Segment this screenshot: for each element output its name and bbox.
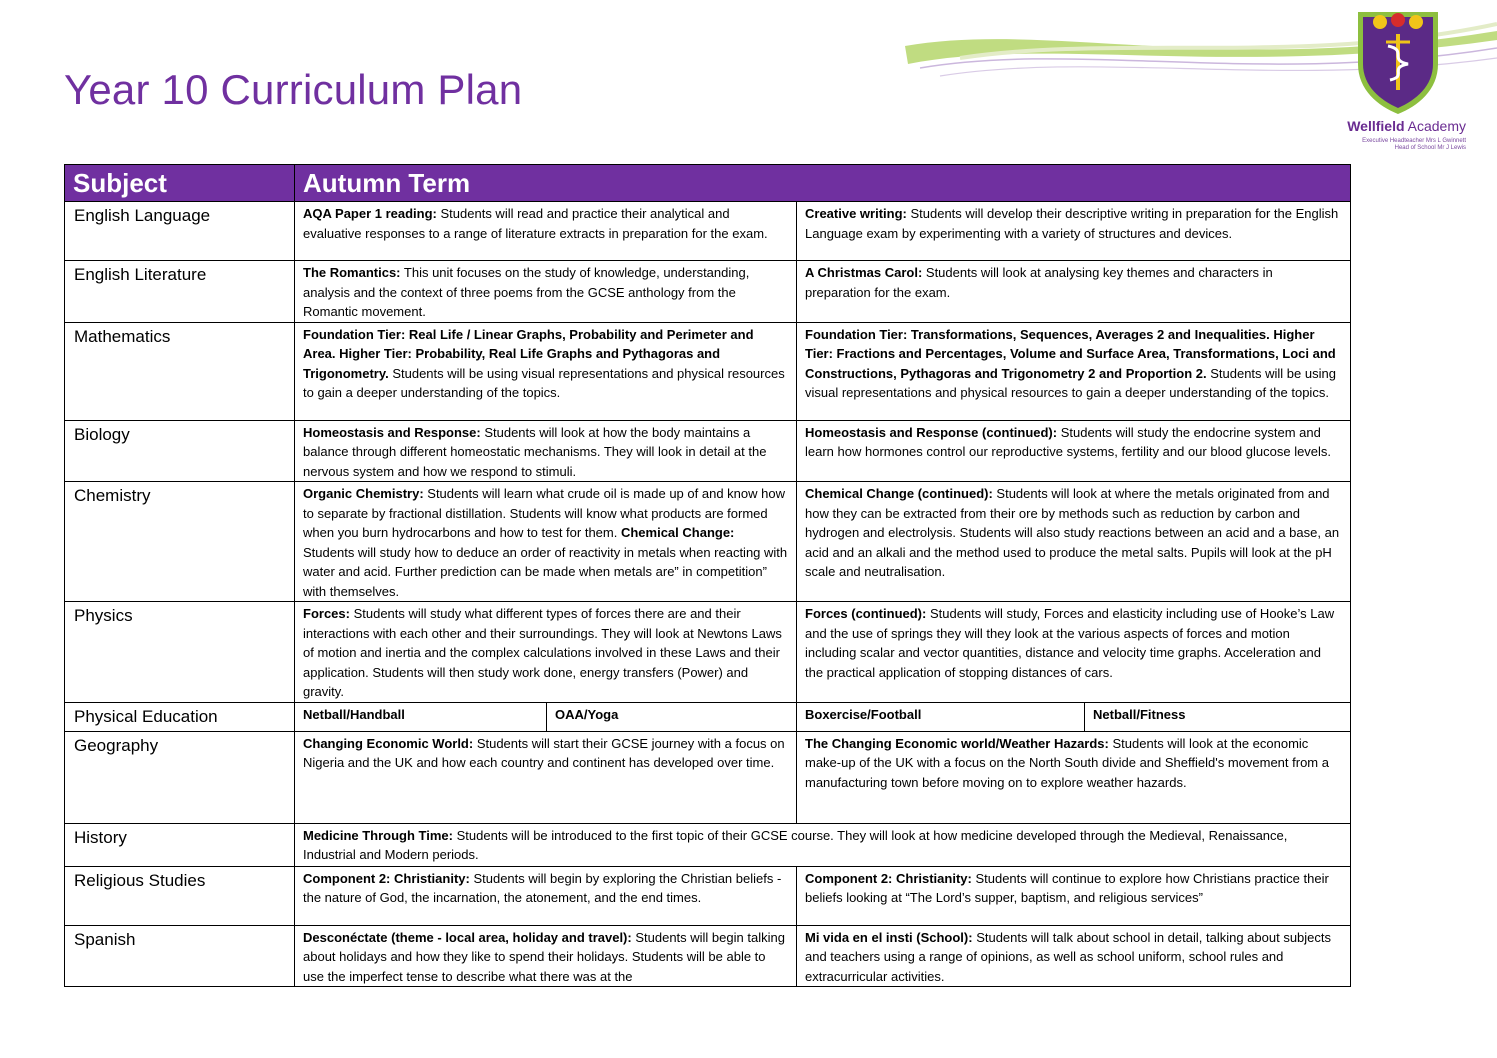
- term-cell: Desconéctate (theme - local area, holiday and travel): Students will begin talking about holidays and how they like to spend their holidays. Students will be able to use the imperfect tense to describe what there was at the: [295, 925, 797, 987]
- term-cell: Forces (continued): Students will study, Forces and elasticity including use of Hooke’s Law and the use of springs they will they look at the various aspects of forces and motion including scalar and vector quantities, distance and velocity time graphs. Acceleration and the practical application of stopping distances of cars.: [797, 602, 1351, 703]
- term-cell: Organic Chemistry: Students will learn what crude oil is made up of and know how to separate by fractional distillation. Students will know what products are formed when you burn hydrocarbons and how to test for them. Chemical Change: Students will study how to deduce an order of reactivity in metals when reacting with water and acid. Further prediction can be made when metals are” in competition” with themselves.: [295, 482, 797, 602]
- term-cell: Chemical Change (continued): Students will look at where the metals originated from and how they can be extracted from their ore by methods such as reduction by carbon and hydrogen and electrolysis. Students will also study reactions between an acid and a base, an acid and an alkali and the method used to produce the metal salts. Pupils will look at the pH scale and neutralisation.: [797, 482, 1351, 602]
- table-row: [65, 261, 1351, 323]
- school-crest-logo: [1350, 2, 1446, 118]
- term-cell: Changing Economic World: Students will start their GCSE journey with a focus on Nigeria and the UK and how each country and continent has developed over time.: [295, 731, 797, 823]
- term-cell: Medicine Through Time: Students will be introduced to the first topic of their GCSE course. They will look at how medicine developed through the Medieval, Renaissance, Industrial and Modern periods.: [295, 823, 1351, 866]
- subject-header: Subject: [65, 165, 295, 202]
- term-cell: Homeostasis and Response (continued): Students will study the endocrine system and learn how hormones control our reproductive systems, fertility and our blood glucose levels.: [797, 420, 1351, 482]
- subject-cell: Mathematics: [65, 322, 295, 420]
- term-cell: Foundation Tier: Transformations, Sequences, Averages 2 and Inequalities. Higher Tier: Fractions and Percentages, Volume and Surface Area, Transformations, Loci and Constructions, Pythagoras and Trigonometry 2 and Proportion 2. Students will be using visual representations and physical resources to gain a deeper understanding of the topics.: [797, 322, 1351, 420]
- term-cell: The Changing Economic world/Weather Hazards: Students will look at the economic make-up of the UK with a focus on the North South divide and Sheffield's movement from a manufacturing town before moving on to explore weather hazards.: [797, 731, 1351, 823]
- pe-activity-cell: Netball/Fitness: [1085, 702, 1351, 731]
- term-cell: Component 2: Christianity: Students will continue to explore how Christians practice their beliefs looking at “The Lord’s supper, baptism, and religious services”: [797, 866, 1351, 925]
- pe-activity-cell: Boxercise/Football: [797, 702, 1085, 731]
- table-row: [65, 823, 1351, 866]
- table-row: [65, 866, 1351, 925]
- term-cell: Mi vida en el insti (School): Students will talk about school in detail, talking about subjects and teachers using a range of opinions, as well as school uniform, school rules and extracurricular activities.: [797, 925, 1351, 987]
- subject-cell: History: [65, 823, 295, 866]
- term-cell: The Romantics: This unit focuses on the study of knowledge, understanding, analysis and the context of three poems from the GCSE anthology from the Romantic movement.: [295, 261, 797, 323]
- subject-cell: Geography: [65, 731, 295, 823]
- subject-cell: Physical Education: [65, 702, 295, 731]
- term-header: Autumn Term: [295, 165, 1351, 202]
- subject-cell: Spanish: [65, 925, 295, 987]
- table-row: [65, 602, 1351, 703]
- term-cell: AQA Paper 1 reading: Students will read and practice their analytical and evaluative responses to a range of literature extracts in preparation for the exam.: [295, 202, 797, 261]
- pe-activity-cell: OAA/Yoga: [547, 702, 797, 731]
- subject-cell: Biology: [65, 420, 295, 482]
- subject-cell: Physics: [65, 602, 295, 703]
- table-row: [65, 420, 1351, 482]
- term-cell: Component 2: Christianity: Students will begin by exploring the Christian beliefs - the nature of God, the incarnation, the atonement, and the end times.: [295, 866, 797, 925]
- term-cell: Homeostasis and Response: Students will look at how the body maintains a balance through different homeostatic mechanisms. They will look in detail at the nervous system and how we respond to stimuli.: [295, 420, 797, 482]
- head-of-school-line: Head of School Mr J Lewis: [1394, 145, 1466, 151]
- table-row: [65, 702, 1351, 731]
- headteacher-line: Executive Headteacher Mrs L Gwinnett: [1362, 138, 1466, 144]
- table-header-row: [65, 165, 1351, 202]
- subject-cell: English Literature: [65, 261, 295, 323]
- table-row: [65, 925, 1351, 987]
- subject-cell: Chemistry: [65, 482, 295, 602]
- subject-cell: Religious Studies: [65, 866, 295, 925]
- curriculum-table: [64, 164, 1351, 987]
- table-row: [65, 482, 1351, 602]
- table-row: [65, 202, 1351, 261]
- table-row: [65, 322, 1351, 420]
- page-title: Year 10 Curriculum Plan: [64, 66, 523, 113]
- subject-cell: English Language: [65, 202, 295, 261]
- table-row: [65, 731, 1351, 823]
- pe-activity-cell: Netball/Handball: [295, 702, 547, 731]
- term-cell: Creative writing: Students will develop their descriptive writing in preparation for the English Language exam by experimenting with a variety of structures and devices.: [797, 202, 1351, 261]
- term-cell: Forces: Students will study what different types of forces there are and their interactions with each other and their surroundings. They will look at Newtons Laws of motion and inertia and the complex calculations involved in these Laws and their application. Students will then study work done, energy transfers (Power) and gravity.: [295, 602, 797, 703]
- school-name: Wellfield Academy: [1347, 118, 1466, 134]
- term-cell: A Christmas Carol: Students will look at analysing key themes and characters in preparation for the exam.: [797, 261, 1351, 323]
- term-cell: Foundation Tier: Real Life / Linear Graphs, Probability and Perimeter and Area. Higher Tier: Probability, Real Life Graphs and Pythagoras and Trigonometry. Students will be using visual representations and physical resources to gain a deeper understanding of the topics.: [295, 322, 797, 420]
